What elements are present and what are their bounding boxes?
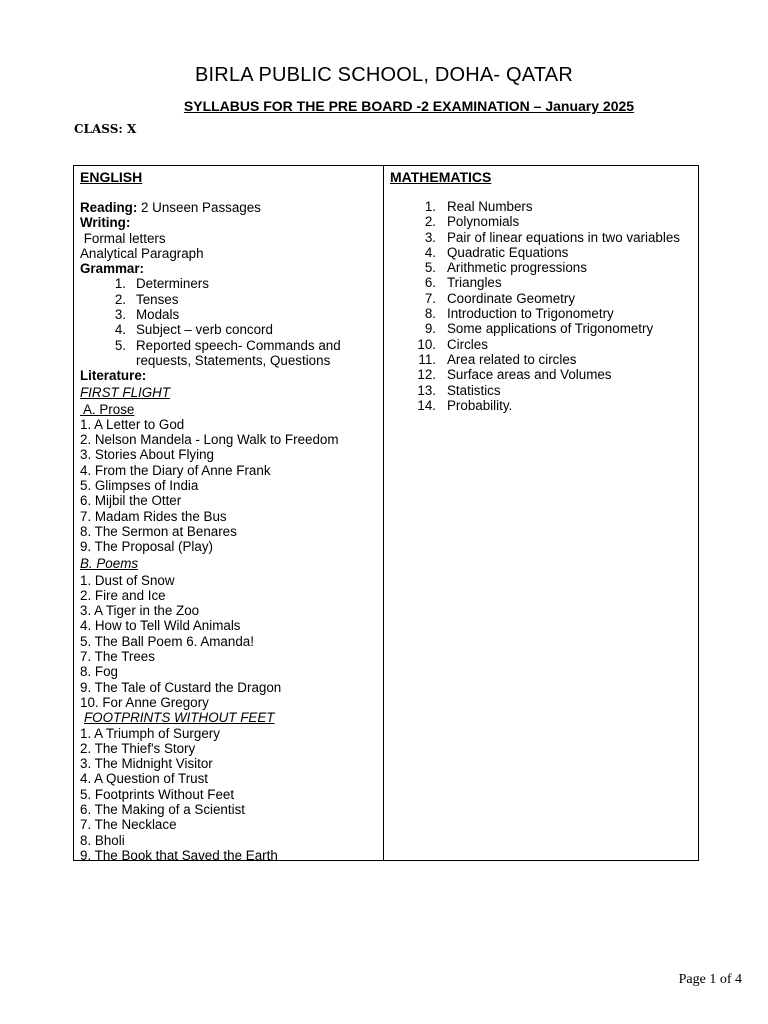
list-item-continuation: requests, Statements, Questions bbox=[136, 352, 331, 368]
english-column bbox=[74, 166, 384, 863]
list-item: 1. Determiners bbox=[114, 276, 209, 292]
list-item: 8. Introduction to Trigonometry bbox=[424, 306, 614, 322]
english-heading: ENGLISH bbox=[80, 169, 143, 185]
reading-label: Reading: bbox=[80, 200, 138, 215]
literature-label: Literature: bbox=[80, 368, 147, 384]
page-number: Page 1 of 4 bbox=[678, 972, 742, 987]
list-item: 1. A Letter to God bbox=[80, 416, 185, 432]
list-item: 10. Circles bbox=[417, 336, 488, 352]
list-item: 3. Modals bbox=[114, 307, 180, 323]
writing-item: Formal letters bbox=[80, 230, 166, 246]
list-item: 11. Area related to circles bbox=[418, 351, 577, 367]
list-item: 6. The Making of a Scientist bbox=[80, 801, 245, 817]
list-item: 3. The Midnight Visitor bbox=[80, 756, 213, 772]
list-item: 9. Some applications of Trigonometry bbox=[424, 321, 654, 337]
list-item: 5. Footprints Without Feet bbox=[80, 786, 235, 802]
list-item: 4. Quadratic Equations bbox=[424, 244, 569, 260]
list-item: 9. The Proposal (Play) bbox=[80, 539, 213, 555]
grammar-list bbox=[80, 276, 383, 368]
list-item: 1. Dust of Snow bbox=[80, 572, 175, 588]
list-item: 3. Stories About Flying bbox=[80, 447, 214, 463]
mathematics-list bbox=[390, 199, 698, 413]
list-item: 6. Triangles bbox=[424, 275, 502, 291]
list-item: 13. Statistics bbox=[417, 382, 501, 398]
list-item: 12. Surface areas and Volumes bbox=[417, 367, 612, 383]
list-item: 2. Fire and Ice bbox=[80, 587, 166, 603]
list-item: 9. The Book that Saved the Earth bbox=[80, 847, 278, 863]
list-item: 10. For Anne Gregory bbox=[80, 694, 209, 710]
exam-title: SYLLABUS FOR THE PRE BOARD -2 EXAMINATION – January 2025 bbox=[183, 98, 635, 114]
list-item: 7. The Necklace bbox=[80, 817, 177, 833]
list-item: 4. How to Tell Wild Animals bbox=[80, 618, 241, 634]
list-item: 5. Glimpses of India bbox=[80, 478, 199, 494]
reading-value: 2 Unseen Passages bbox=[137, 200, 261, 215]
mathematics-heading: MATHEMATICS bbox=[390, 169, 492, 185]
grammar-label: Grammar: bbox=[80, 261, 145, 277]
list-item: 8. Bholi bbox=[80, 832, 125, 848]
syllabus-table bbox=[73, 165, 699, 861]
list-item: 2. Tenses bbox=[114, 291, 179, 307]
list-item: 5. The Ball Poem 6. Amanda! bbox=[80, 633, 254, 649]
list-item: 4. A Question of Trust bbox=[80, 771, 209, 787]
reading-line bbox=[80, 200, 383, 215]
list-item: 5. Reported speech- Commands and bbox=[114, 337, 341, 353]
prose-label: A. Prose bbox=[80, 401, 135, 417]
list-item: 7. The Trees bbox=[80, 649, 155, 665]
list-item: 2. Nelson Mandela - Long Walk to Freedom bbox=[80, 432, 339, 448]
poems-label: B. Poems bbox=[80, 555, 139, 571]
footprints-label: FOOTPRINTS WITHOUT FEET bbox=[84, 710, 275, 726]
list-item: 8. Fog bbox=[80, 664, 118, 680]
list-item: 1. A Triumph of Surgery bbox=[80, 725, 220, 741]
list-item: 7. Coordinate Geometry bbox=[424, 290, 576, 306]
list-item: 3. A Tiger in the Zoo bbox=[80, 603, 200, 619]
first-flight-label: FIRST FLIGHT bbox=[80, 384, 171, 400]
school-title: BIRLA PUBLIC SCHOOL, DOHA- QATAR bbox=[195, 64, 573, 86]
list-item: 5. Arithmetic progressions bbox=[424, 260, 587, 276]
class-label: CLASS: X bbox=[74, 122, 137, 136]
list-item: 14. Probability. bbox=[417, 397, 513, 413]
list-item: 9. The Tale of Custard the Dragon bbox=[80, 679, 282, 695]
mathematics-column bbox=[384, 166, 698, 860]
list-item: 3. Pair of linear equations in two variables bbox=[424, 229, 680, 245]
list-item: 1. Real Numbers bbox=[424, 199, 533, 214]
writing-label: Writing: bbox=[80, 215, 131, 231]
writing-item: Analytical Paragraph bbox=[80, 245, 204, 261]
list-item: 6. Mijbil the Otter bbox=[80, 493, 182, 509]
list-item: 4. From the Diary of Anne Frank bbox=[80, 462, 271, 478]
list-item: 7. Madam Rides the Bus bbox=[80, 508, 227, 524]
list-item: 4. Subject – verb concord bbox=[114, 322, 273, 338]
list-item: 8. The Sermon at Benares bbox=[80, 523, 237, 539]
list-item: 2. The Thief's Story bbox=[80, 740, 196, 756]
list-item: 2. Polynomials bbox=[424, 214, 520, 230]
